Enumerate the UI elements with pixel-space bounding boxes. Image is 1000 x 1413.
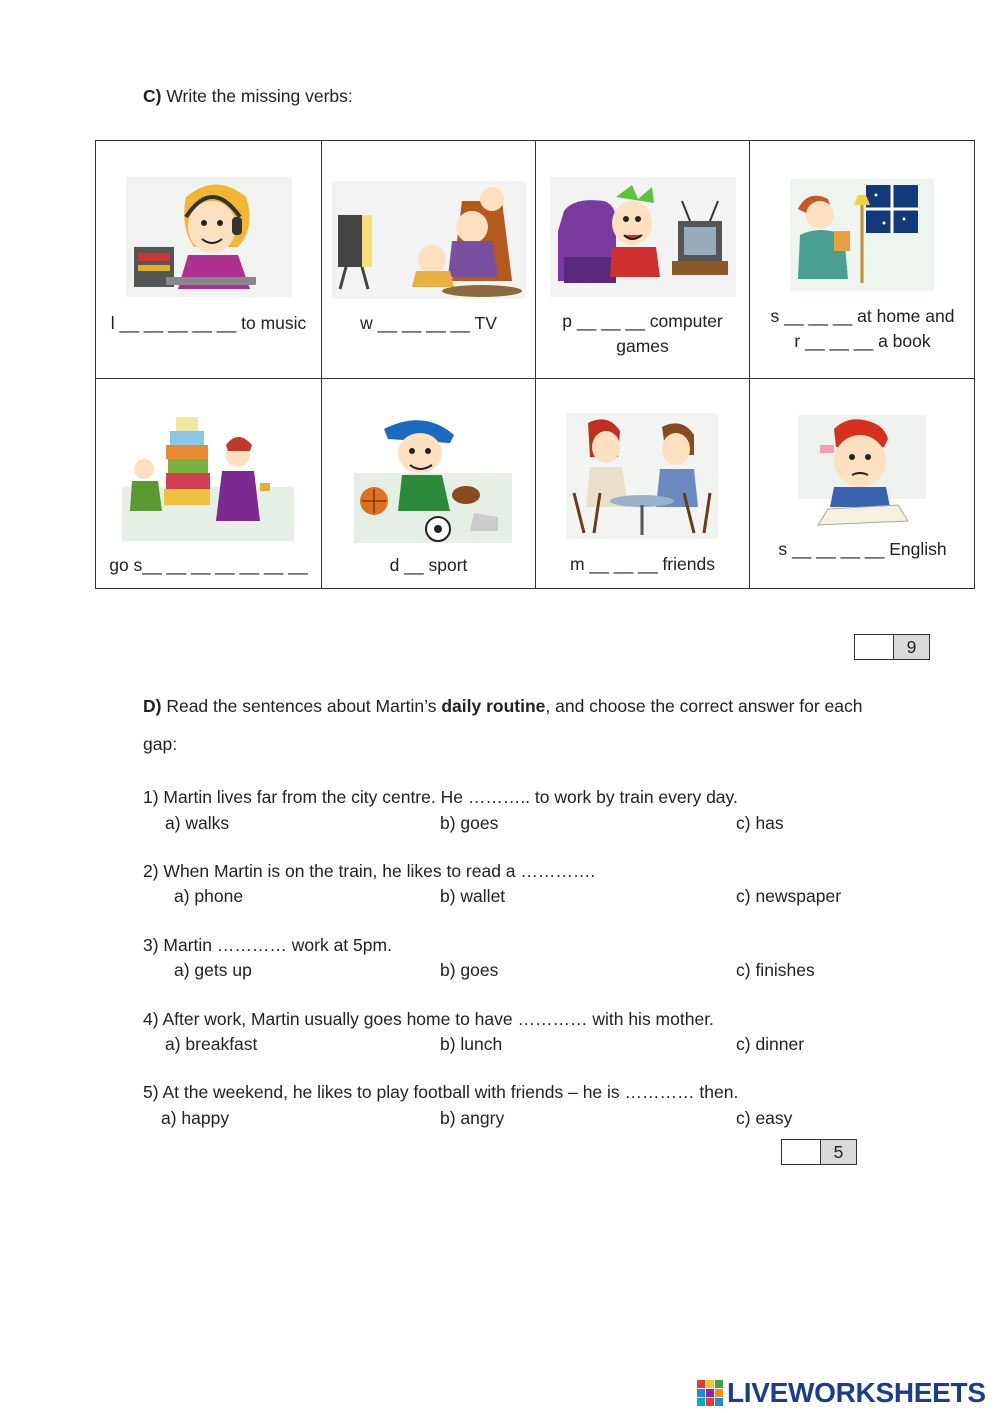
verb-caption xyxy=(750,304,975,354)
caption-line: w __ __ __ __ TV xyxy=(360,313,497,333)
verb-picture-table xyxy=(95,140,975,589)
section-c-label: C) xyxy=(143,86,162,106)
option-1b[interactable]: b) goes xyxy=(440,813,499,833)
intro-text-end: , and choose the correct answer for each gap: xyxy=(143,696,863,754)
logo-blocks-icon xyxy=(697,1380,723,1406)
option-2a[interactable]: a) phone xyxy=(174,886,244,906)
caption-line: l __ __ __ __ __ to music xyxy=(110,313,307,333)
caption-line: r __ __ __ a book xyxy=(794,331,931,351)
option-3b[interactable]: b) goes xyxy=(440,960,499,980)
meeting-friends-icon xyxy=(566,413,718,539)
question-3: 3) Martin ………… work at 5pm. xyxy=(143,935,392,955)
section-c-instruction: Write the missing verbs: xyxy=(166,86,353,106)
intro-text: Read the sentences about Martin’s xyxy=(161,696,442,716)
verb-caption xyxy=(322,553,535,578)
logo-text: LIVEWORKSHEETS xyxy=(727,1377,986,1408)
caption-line: p __ __ __ computer xyxy=(562,311,723,331)
score-total-d: 5 xyxy=(821,1140,856,1164)
verb-cell xyxy=(750,141,975,379)
caption-line: m __ __ __ friends xyxy=(570,554,715,574)
option-3a[interactable]: a) gets up xyxy=(174,960,252,980)
question-4: 4) After work, Martin usually goes home to have ………… with his mother. xyxy=(143,1009,714,1029)
studying-icon xyxy=(798,415,926,527)
caption-line: games xyxy=(616,336,669,356)
option-1a[interactable]: a) walks xyxy=(165,813,230,833)
option-5b[interactable]: b) angry xyxy=(440,1108,505,1128)
playing-computer-games-icon xyxy=(550,177,736,297)
verb-cell xyxy=(322,141,536,379)
verb-cell xyxy=(536,141,750,379)
watching-tv-icon xyxy=(332,181,526,299)
liveworksheets-logo[interactable] xyxy=(697,1375,986,1411)
option-4a[interactable]: a) breakfast xyxy=(165,1034,258,1054)
doing-sport-icon xyxy=(354,417,512,543)
option-1c[interactable]: c) has xyxy=(736,813,784,833)
option-4b[interactable]: b) lunch xyxy=(440,1034,503,1054)
verb-caption xyxy=(322,311,535,336)
verb-caption xyxy=(536,309,749,359)
option-2b[interactable]: b) wallet xyxy=(440,886,506,906)
section-d-intro xyxy=(143,687,873,763)
caption-line: s __ __ __ at home and xyxy=(770,306,955,326)
verb-cell xyxy=(536,379,750,588)
caption-line: s __ __ __ __ English xyxy=(778,539,947,559)
question-2: 2) When Martin is on the train, he likes to read a …………. xyxy=(143,861,596,881)
reading-book-icon xyxy=(790,179,934,291)
verb-caption xyxy=(750,537,975,562)
caption-line: go s__ __ __ __ __ __ __ xyxy=(109,555,308,575)
option-5c[interactable]: c) easy xyxy=(736,1108,793,1128)
verb-caption xyxy=(96,553,321,578)
option-5a[interactable]: a) happy xyxy=(161,1108,230,1128)
intro-bold: daily routine xyxy=(441,696,546,716)
section-c-title xyxy=(143,86,353,107)
verb-cell xyxy=(96,141,322,379)
shopping-icon xyxy=(122,413,294,541)
verb-cell xyxy=(322,379,536,588)
score-input-d[interactable] xyxy=(782,1140,821,1164)
score-box-c xyxy=(854,634,930,660)
caption-line: d __ sport xyxy=(389,555,468,575)
listening-to-music-icon xyxy=(126,177,292,297)
score-box-d xyxy=(781,1139,857,1165)
verb-caption xyxy=(536,552,749,577)
score-input-c[interactable] xyxy=(855,635,894,659)
option-4c[interactable]: c) dinner xyxy=(736,1034,805,1054)
section-d-label: D) xyxy=(143,696,162,716)
verb-caption xyxy=(96,311,321,336)
verb-cell xyxy=(750,379,975,588)
option-3c[interactable]: c) finishes xyxy=(736,960,815,980)
option-2c[interactable]: c) newspaper xyxy=(736,886,842,906)
question-5: 5) At the weekend, he likes to play football with friends – he is ………… then. xyxy=(143,1082,739,1102)
score-total-c: 9 xyxy=(894,635,929,659)
verb-cell xyxy=(96,379,322,588)
question-1: 1) Martin lives far from the city centre. He ……….. to work by train every day. xyxy=(143,787,738,807)
